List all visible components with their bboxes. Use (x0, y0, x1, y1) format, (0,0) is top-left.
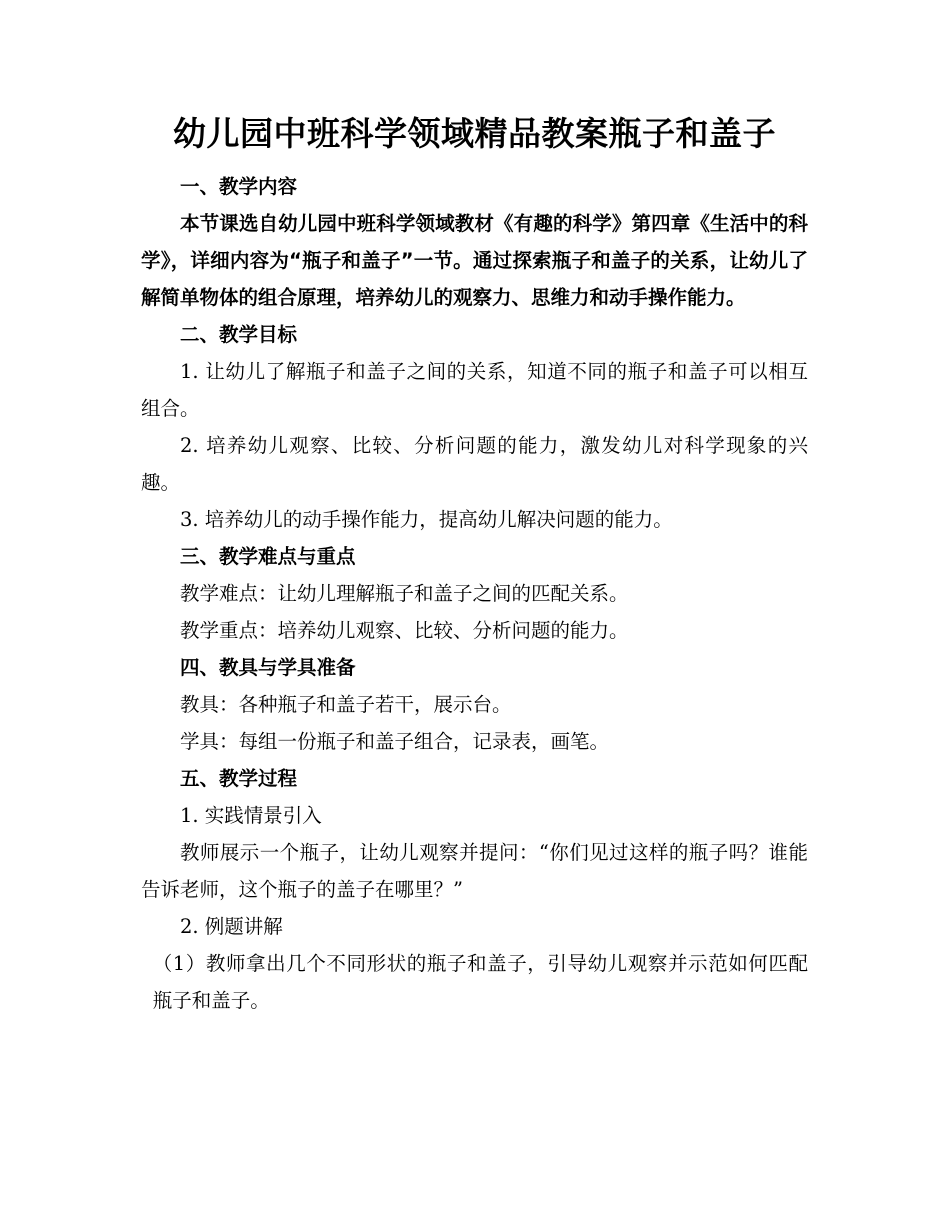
section-heading-materials: 四、教具与学具准备 (180, 656, 356, 679)
document-body (141, 168, 808, 1019)
document-title: 幼儿园中班科学领域精品教案瓶子和盖子 (173, 114, 776, 153)
section-heading-difficulties: 三、教学难点与重点 (180, 545, 356, 568)
student-materials-paragraph: 学具：每组一份瓶子和盖子组合，记录表，画笔。 (180, 730, 610, 753)
process-step-1-paragraph: 教师展示一个瓶子，让幼儿观察并提问：“你们见过这样的瓶子吗？谁能告诉老师，这个瓶子的盖子在哪里？” (141, 841, 808, 901)
section-heading-content: 一、教学内容 (180, 175, 298, 198)
section-heading-process: 五、教学过程 (180, 767, 298, 790)
goal-item-2: 2. 培养幼儿观察、比较、分析问题的能力，激发幼儿对科学现象的兴趣。 (141, 434, 808, 494)
process-step-1-title: 1. 实践情景引入 (180, 804, 322, 827)
process-step-2-title: 2. 例题讲解 (180, 915, 283, 938)
process-step-2-paragraph: （1）教师拿出几个不同形状的瓶子和盖子，引导幼儿观察并示范如何匹配瓶子和盖子。 (152, 952, 808, 1012)
goal-item-3: 3. 培养幼儿的动手操作能力，提高幼儿解决问题的能力。 (180, 508, 673, 531)
difficulty-paragraph: 教学难点：让幼儿理解瓶子和盖子之间的匹配关系。 (180, 582, 629, 605)
section-heading-goals: 二、教学目标 (180, 323, 298, 346)
teacher-materials-paragraph: 教具：各种瓶子和盖子若干，展示台。 (180, 693, 512, 716)
goal-item-1: 1. 让幼儿了解瓶子和盖子之间的关系，知道不同的瓶子和盖子可以相互组合。 (141, 360, 808, 420)
content-paragraph: 本节课选自幼儿园中班科学领域教材《有趣的科学》第四章《生活中的科学》，详细内容为“瓶子和盖子”一节。通过探索瓶子和盖子的关系，让幼儿了解简单物体的组合原理，培养幼儿的观察力、思维力和动手操作能力。 (141, 212, 808, 309)
key-point-paragraph: 教学重点：培养幼儿观察、比较、分析问题的能力。 (180, 619, 629, 642)
